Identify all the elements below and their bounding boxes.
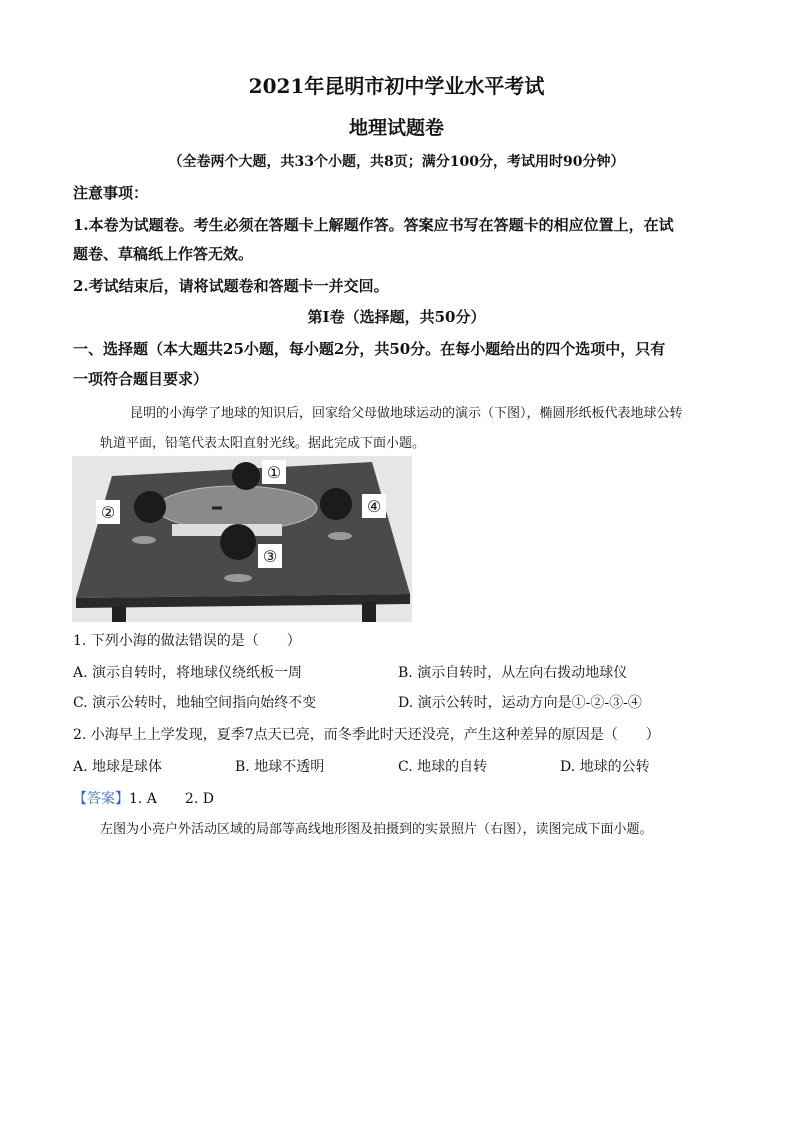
question-1-option-d: D. 演示公转时，运动方向是①-②-③-④: [398, 695, 642, 711]
page-title: 2021年昆明市初中学业水平考试: [248, 74, 545, 98]
globe-4: [320, 488, 352, 520]
label-4: ④: [366, 497, 382, 516]
question-2-option-d: D. 地球的公转: [560, 759, 650, 775]
notice-heading: 注意事项：: [73, 184, 149, 202]
notice-item-1-line-1: 1.本卷为试题卷。考生必须在答题卡上解题作答。答案应书写在答题卡的相应位置上，在试: [73, 216, 674, 234]
question-2-option-c: C. 地球的自转: [398, 759, 488, 775]
exam-info: （全卷两个大题，共33个小题，共8页；满分100分，考试用时90分钟）: [168, 154, 625, 170]
globe-stand: [132, 536, 156, 544]
question-1-option-c: C. 演示公转时，地轴空间指向始终不变: [73, 695, 317, 711]
page-subtitle: 地理试题卷: [348, 117, 444, 139]
earth-motion-demo-figure: [72, 456, 412, 622]
passage-2: 左图为小亮户外活动区域的局部等高线地形图及拍摄到的实景照片（右图），读图完成下面小题。: [100, 822, 653, 837]
notice-item-2: 2.考试结束后，请将试题卷和答题卡一并交回。: [73, 277, 389, 295]
question-2-option-a: A. 地球是球体: [73, 759, 163, 775]
answer-text: 1. A 2. D: [129, 791, 214, 807]
question-2-option-b: B. 地球不透明: [235, 759, 325, 775]
globe-2: [134, 491, 166, 523]
globe-1: [232, 462, 260, 490]
answer-line: [73, 788, 214, 808]
notice-item-1-line-2: 题卷、草稿纸上作答无效。: [73, 245, 254, 263]
orbit-board: [157, 486, 317, 530]
globe-stand: [328, 532, 352, 540]
label-1: ①: [266, 463, 282, 482]
globe-stand: [224, 574, 252, 582]
globe-3: [220, 524, 256, 560]
part1-heading: 第Ⅰ卷（选择题，共50分）: [307, 308, 486, 326]
answer-tag: 【答案】: [73, 791, 129, 807]
table-leg: [112, 606, 126, 622]
section-heading-line-2: 一项符合题目要求）: [73, 370, 209, 388]
section-heading-line-1: 一、选择题（本大题共25小题，每小题2分，共50分。在每小题给出的四个选项中，只有: [73, 340, 666, 358]
question-1-option-b: B. 演示自转时，从左向右拨动地球仪: [398, 665, 628, 681]
passage-1-line-1: 昆明的小海学了地球的知识后，回家给父母做地球运动的演示（下图），椭圆形纸板代表地球公转: [130, 406, 683, 421]
label-2: ②: [100, 503, 116, 522]
question-1-option-a: A. 演示自转时，将地球仪绕纸板一周: [73, 665, 303, 681]
question-2-stem: 2. 小海早上上学发现，夏季7点天已亮，而冬季此时天还没亮，产生这种差异的原因是（ ）: [73, 727, 660, 743]
label-3: ③: [262, 547, 278, 566]
table-leg: [362, 602, 376, 622]
question-1-stem: 1. 下列小海的做法错误的是（ ）: [73, 633, 301, 649]
passage-1-line-2: 轨道平面，铅笔代表太阳直射光线。据此完成下面小题。: [100, 436, 426, 451]
